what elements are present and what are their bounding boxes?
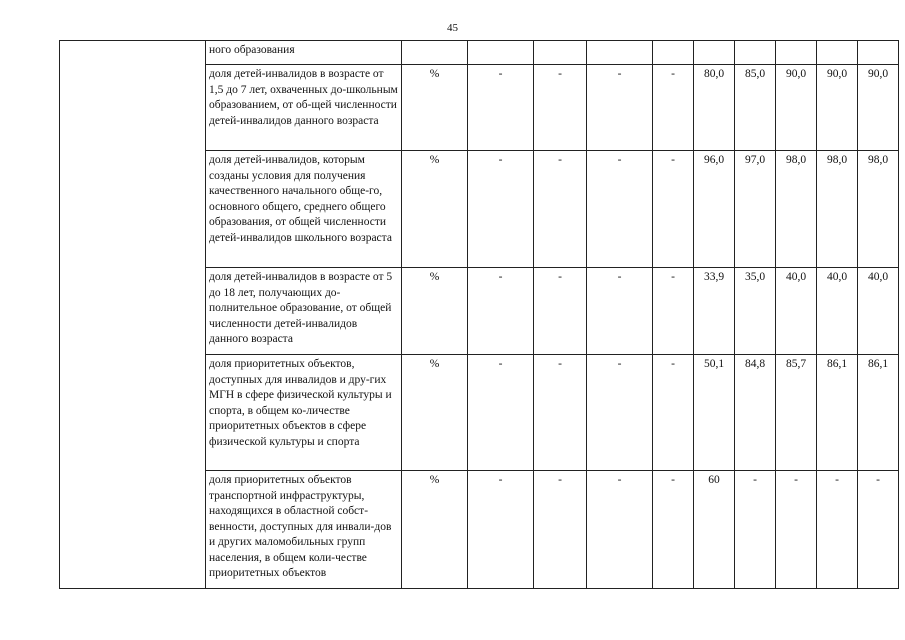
value-cell: 80,0	[694, 65, 735, 151]
indicator-description: ного образования	[206, 41, 402, 65]
value-cell: 60	[694, 471, 735, 589]
value-cell: 97,0	[735, 151, 776, 268]
value-cell	[776, 41, 817, 65]
empty-left-cell	[60, 41, 206, 589]
indicator-description: доля детей-инвалидов в возрасте от 1,5 до 7 лет, охваченных до-школьным образованием, от об-щей численности детей-инвалидов данного возраста	[206, 65, 402, 151]
value-cell: -	[587, 151, 653, 268]
value-cell: 90,0	[858, 65, 899, 151]
page-number: 45	[447, 22, 458, 34]
value-cell: 85,0	[735, 65, 776, 151]
indicator-description: доля детей-инвалидов, которым созданы условия для получения качественного начального обще-го, основного общего, среднего общего образования, от общей численности детей-инвалидов школьного возраста	[206, 151, 402, 268]
value-cell: 98,0	[776, 151, 817, 268]
value-cell: -	[776, 471, 817, 589]
value-cell: -	[587, 471, 653, 589]
value-cell: -	[468, 355, 534, 471]
value-cell: -	[534, 65, 587, 151]
value-cell: -	[587, 355, 653, 471]
value-cell: -	[817, 471, 858, 589]
value-cell: -	[735, 471, 776, 589]
value-cell	[735, 41, 776, 65]
unit-cell: %	[402, 268, 468, 355]
unit-cell: %	[402, 355, 468, 471]
value-cell: -	[468, 65, 534, 151]
value-cell: 33,9	[694, 268, 735, 355]
value-cell	[858, 41, 899, 65]
value-cell: -	[858, 471, 899, 589]
value-cell: 90,0	[776, 65, 817, 151]
value-cell: -	[653, 471, 694, 589]
value-cell	[587, 41, 653, 65]
table-body	[60, 41, 899, 589]
value-cell: -	[653, 355, 694, 471]
value-cell: 86,1	[817, 355, 858, 471]
value-cell: 84,8	[735, 355, 776, 471]
value-cell: 85,7	[776, 355, 817, 471]
value-cell: 50,1	[694, 355, 735, 471]
unit-cell: %	[402, 151, 468, 268]
value-cell	[534, 41, 587, 65]
value-cell: 96,0	[694, 151, 735, 268]
indicator-table	[59, 40, 899, 589]
value-cell: 98,0	[817, 151, 858, 268]
value-cell: 35,0	[735, 268, 776, 355]
value-cell: 40,0	[776, 268, 817, 355]
indicator-description: доля приоритетных объектов, доступных для инвалидов и дру-гих МГН в сфере физической культуры и спорта, в общем ко-личестве приоритетных объектов в сфере физической культуры и спорта	[206, 355, 402, 471]
value-cell	[817, 41, 858, 65]
indicator-description: доля детей-инвалидов в возрасте от 5 до 18 лет, получающих до-полнительное образование, от общей численности детей-инвалидов данного возраста	[206, 268, 402, 355]
table-row	[60, 41, 899, 65]
value-cell: -	[653, 151, 694, 268]
value-cell	[653, 41, 694, 65]
value-cell: 86,1	[858, 355, 899, 471]
value-cell: -	[653, 65, 694, 151]
value-cell: -	[468, 471, 534, 589]
value-cell: -	[534, 268, 587, 355]
indicator-description: доля приоритетных объектов транспортной инфраструктуры, находящихся в областной собст-венности, доступных для инвали-дов и других маломобильных групп населения, в общем коли-честве приоритетных объектов	[206, 471, 402, 589]
value-cell: 40,0	[858, 268, 899, 355]
unit-cell	[402, 41, 468, 65]
value-cell: 40,0	[817, 268, 858, 355]
value-cell	[468, 41, 534, 65]
value-cell: 98,0	[858, 151, 899, 268]
value-cell: -	[534, 471, 587, 589]
value-cell: -	[468, 151, 534, 268]
value-cell: 90,0	[817, 65, 858, 151]
unit-cell: %	[402, 65, 468, 151]
value-cell: -	[534, 355, 587, 471]
value-cell: -	[468, 268, 534, 355]
value-cell: -	[587, 65, 653, 151]
value-cell: -	[587, 268, 653, 355]
value-cell: -	[653, 268, 694, 355]
value-cell	[694, 41, 735, 65]
unit-cell: %	[402, 471, 468, 589]
value-cell: -	[534, 151, 587, 268]
